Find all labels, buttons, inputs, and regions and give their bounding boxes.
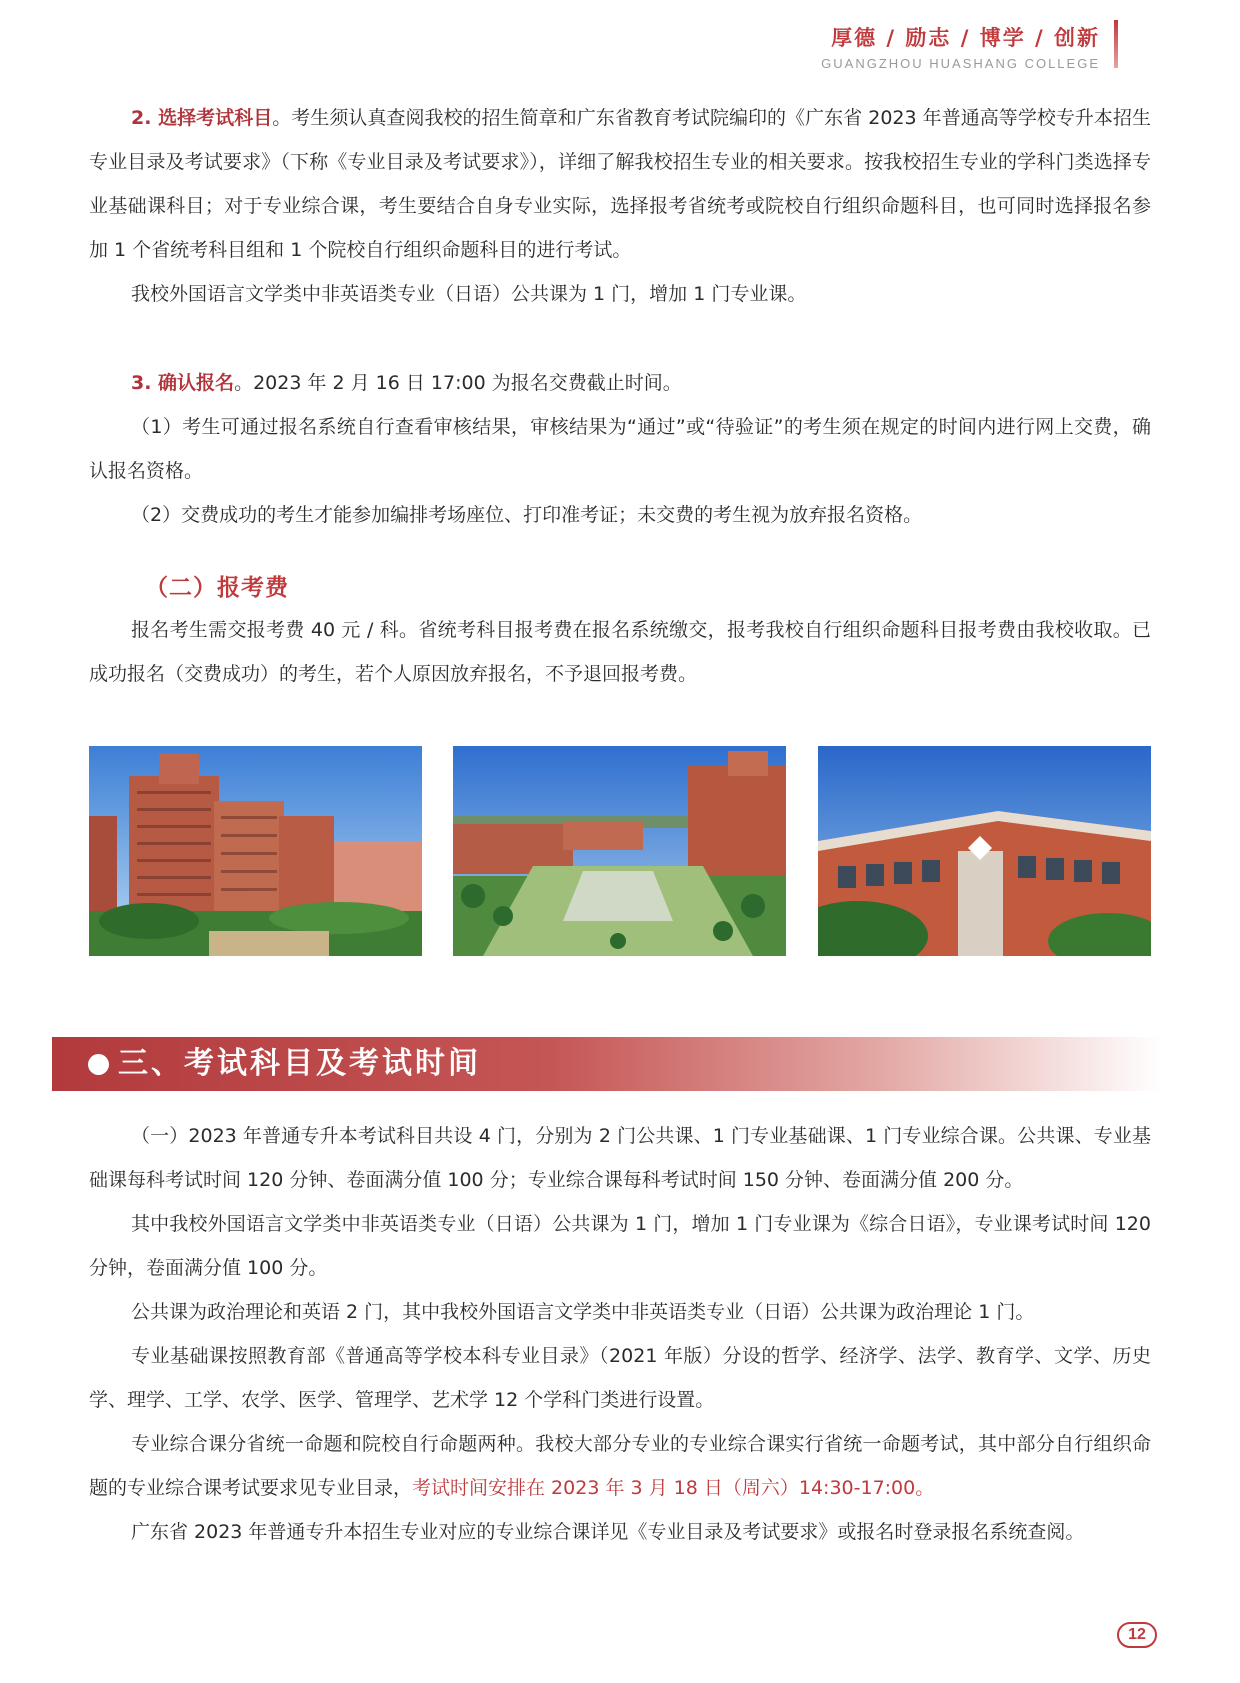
page-number: 12 — [1117, 1622, 1157, 1648]
comprehensive-course-paragraph — [89, 1422, 1151, 1510]
confirm-registration-paragraph — [89, 361, 1151, 405]
confirm-registration-label: 3. 确认报名 — [131, 372, 235, 394]
select-subject-label: 2. 选择考试科目 — [131, 107, 273, 129]
section-three-title: 三、考试科目及考试时间 — [118, 1046, 481, 1081]
confirm-step-1: （1）考生可通过报名系统自行查看审核结果，审核结果为“通过”或“待验证”的考生须在规定的时间内进行网上交费，确认报名资格。 — [89, 416, 1151, 482]
campus-photo-tall-building — [89, 746, 422, 956]
college-english-name: GUANGZHOU HUASHANG COLLEGE — [821, 56, 1100, 71]
confirm-step-2: （2）交费成功的考生才能参加编排考场座位、打印准考证；未交费的考生视为放弃报名资格。 — [131, 504, 923, 526]
exam-subjects-paragraph: （一）2023 年普通专升本考试科目共设 4 门，分别为 2 门公共课、1 门专业基础课、1 门专业综合课。公共课、专业基础课每科考试时间 120 分钟、卷面满分值 100 分；专业综合课每科考试时间 150 分钟、卷面满分值 200 分。 — [89, 1125, 1151, 1191]
exam-fee-heading: （二）报考费 — [145, 575, 289, 601]
college-motto: 厚德 / 励志 / 博学 / 创新 — [831, 26, 1100, 50]
public-course-paragraph: 公共课为政治理论和英语 2 门，其中我校外国语言文学类中非英语类专业（日语）公共课为政治理论 1 门。 — [131, 1301, 1035, 1323]
comprehensive-course-text: 专业综合课分省统一命题和院校自行命题两种。我校大部分专业的专业综合课实行省统一命题考试，其中部分自行组织命题的专业综合课考试要求见专业目录， — [89, 1433, 1151, 1499]
campus-photo-courtyard — [453, 746, 786, 956]
confirm-registration-section — [89, 361, 1151, 537]
campus-photo-building-facade — [818, 746, 1151, 956]
header-accent-bar — [1114, 20, 1118, 68]
japanese-major-paragraph: 其中我校外国语言文学类中非英语类专业（日语）公共课为 1 门，增加 1 门专业课为《综合日语》，专业课考试时间 120 分钟，卷面满分值 100 分。 — [89, 1213, 1151, 1279]
japanese-major-note: 我校外国语言文学类中非英语类专业（日语）公共课为 1 门，增加 1 门专业课。 — [131, 283, 807, 305]
exam-time-highlight: 考试时间安排在 2023 年 3 月 18 日（周六）14:30-17:00。 — [412, 1477, 935, 1499]
exam-schedule-section — [89, 1114, 1151, 1554]
page-header — [821, 22, 1100, 71]
select-subject-paragraph — [89, 96, 1151, 272]
section-three-banner — [52, 1037, 1162, 1091]
bullet-dot-icon — [88, 1054, 109, 1075]
exam-subject-section — [89, 96, 1151, 316]
confirm-registration-text: 。2023 年 2 月 16 日 17:00 为报名交费截止时间。 — [234, 372, 682, 394]
catalog-reference-paragraph: 广东省 2023 年普通专升本招生专业对应的专业综合课详见《专业目录及考试要求》或报名时登录报名系统查阅。 — [131, 1521, 1085, 1543]
exam-fee-section — [89, 568, 1151, 696]
campus-photo-strip — [89, 746, 1151, 956]
basic-course-paragraph: 专业基础课按照教育部《普通高等学校本科专业目录》（2021 年版）分设的哲学、经济学、法学、教育学、文学、历史学、理学、工学、农学、医学、管理学、艺术学 12 个学科门类进行设置。 — [89, 1345, 1151, 1411]
exam-fee-text: 报名考生需交报考费 40 元 / 科。省统考科目报考费在报名系统缴交，报考我校自行组织命题科目报考费由我校收取。已成功报名（交费成功）的考生，若个人原因放弃报名，不予退回报考费。 — [89, 619, 1151, 685]
select-subject-text: 。考生须认真查阅我校的招生简章和广东省教育考试院编印的《广东省 2023 年普通高等学校专升本招生专业目录及考试要求》（下称《专业目录及考试要求》），详细了解我校招生专业的相关要求。按我校招生专业的学科门类选择专业基础课科目；对于专业综合课，考生要结合自身专业实际，选择报考省统考或院校自行组织命题科目，也可同时选择报名参加 1 个省统考科目组和 1 个院校自行组织命题科目的进行考试。 — [89, 107, 1151, 261]
